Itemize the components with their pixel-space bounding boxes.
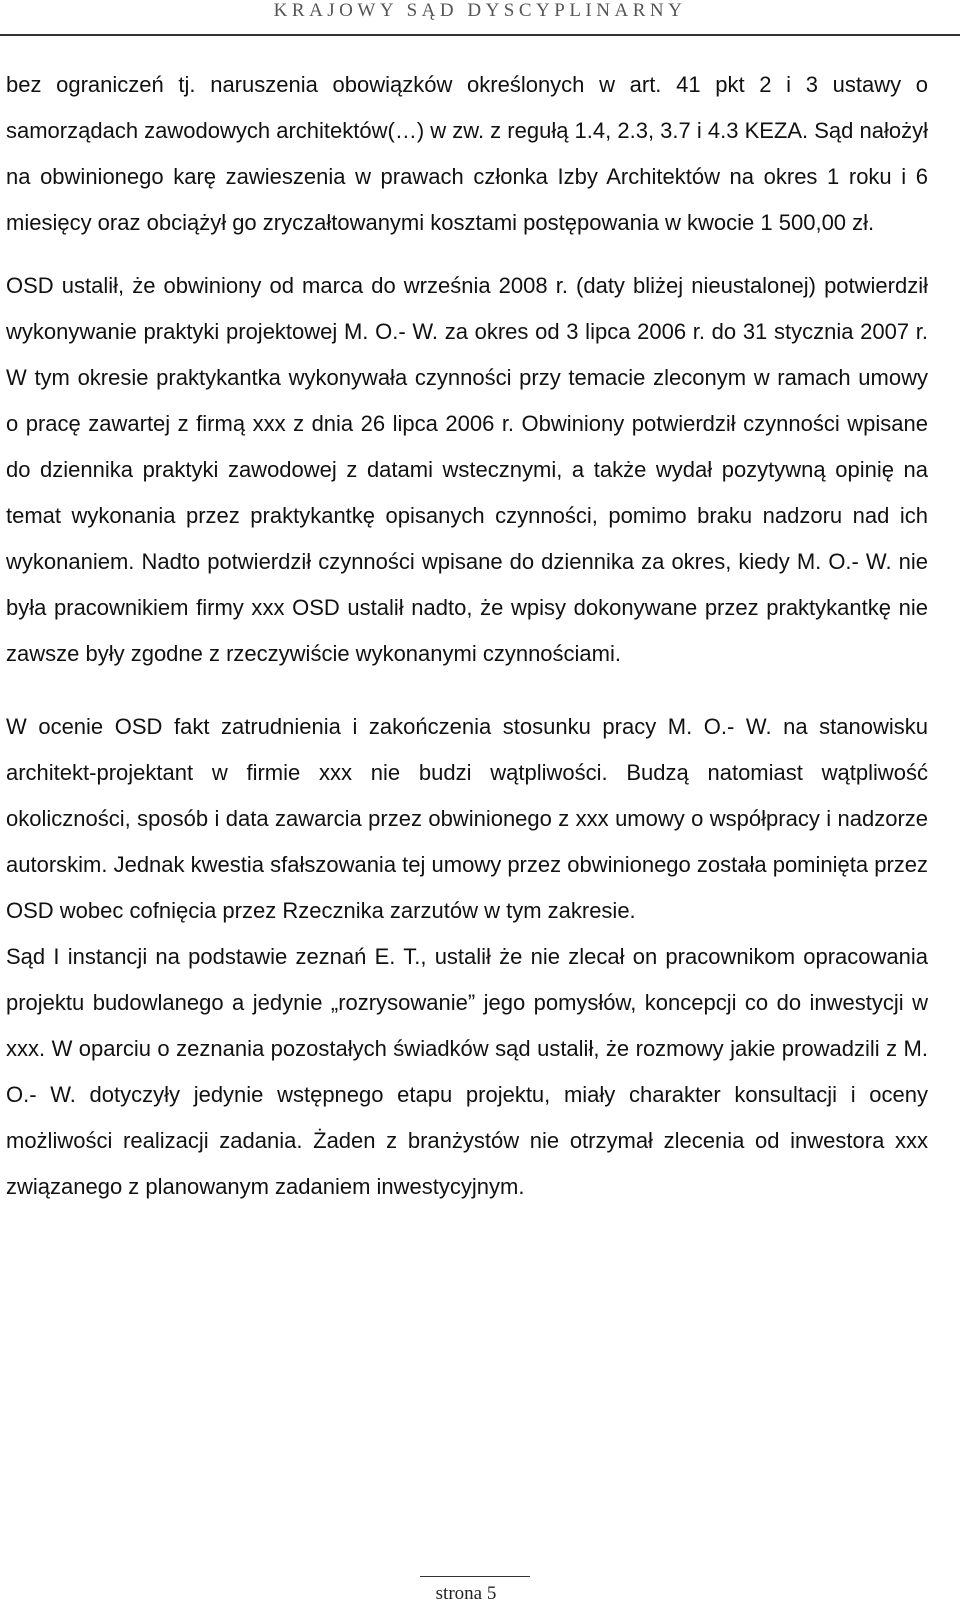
document-body xyxy=(6,62,928,1210)
paragraph-osd-assessment: W ocenie OSD fakt zatrudnienia i zakończenia stosunku pracy M. O.- W. na stanowisku architekt-projektant w firmie xxx nie budzi wątpliwości. Budzą natomiast wątpliwość okoliczności, sposób i data zawarcia przez obwinionego z xxx umowy o współpracy i nadzorze autorskim. Jednak kwestia sfałszowania tej umowy przez obwinionego została pominięta przez OSD wobec cofnięcia przez Rzecznika zarzutów w tym zakresie. xyxy=(6,714,929,923)
running-header: KRAJOWY SĄD DYSCYPLINARNY xyxy=(273,0,687,21)
paragraph-osd-findings: OSD ustalił, że obwiniony od marca do września 2008 r. (daty bliżej nieustalonej) potwierdził wykonywanie praktyki projektowej M. O.- W. za okres od 3 lipca 2006 r. do 31 stycznia 2007 r. W tym okresie praktykantka wykonywała czynności przy temacie zleconym w ramach umowy o pracę zawartej z firmą xxx z dnia 26 lipca 2006 r. Obwiniony potwierdził czynności wpisane do dziennika praktyki zawodowej z datami wstecznymi, a także wydał pozytywną opinię na temat wykonania przez praktykantkę opisanych czynności, pomimo braku nadzoru nad ich wykonaniem. Nadto potwierdził czynności wpisane do dziennika za okres, kiedy M. O.- W. nie była pracownikiem firmy xxx OSD ustalił nadto, że wpisy dokonywane przez praktykantkę nie zawsze były zgodne z rzeczywiście wykonanymi czynnościami. xyxy=(6,273,928,666)
header-divider xyxy=(0,34,960,36)
page-number: strona 5 xyxy=(435,1583,497,1604)
paragraph-sentence-summary: bez ograniczeń tj. naruszenia obowiązków określonych w art. 41 pkt 2 i 3 ustawy o samorządach zawodowych architektów(…) w zw. z regułą 1.4, 2.3, 3.7 i 4.3 KEZA. Sąd nałożył na obwinionego karę zawieszenia w prawach członka Izby Architektów na okres 1 roku i 6 miesięcy oraz obciążył go zryczałtowanymi kosztami postępowania w kwocie 1 500,00 zł. xyxy=(6,72,928,235)
paragraph-witness-testimony: Sąd I instancji na podstawie zeznań E. T., ustalił że nie zlecał on pracownikom opracowania projektu budowlanego a jedynie „rozrysowanie” jego pomysłów, koncepcji co do inwestycji w xxx. W oparciu o zeznania pozostałych świadków sąd ustalił, że rozmowy jakie prowadzili z M. O.- W. dotyczyły jedynie wstępnego etapu projektu, miały charakter konsultacji i oceny możliwości realizacji zadania. Żaden z branżystów nie otrzymał zlecenia od inwestora xxx związanego z planowanym zadaniem inwestycyjnym. xyxy=(6,944,928,1199)
footer-divider xyxy=(420,1576,530,1577)
